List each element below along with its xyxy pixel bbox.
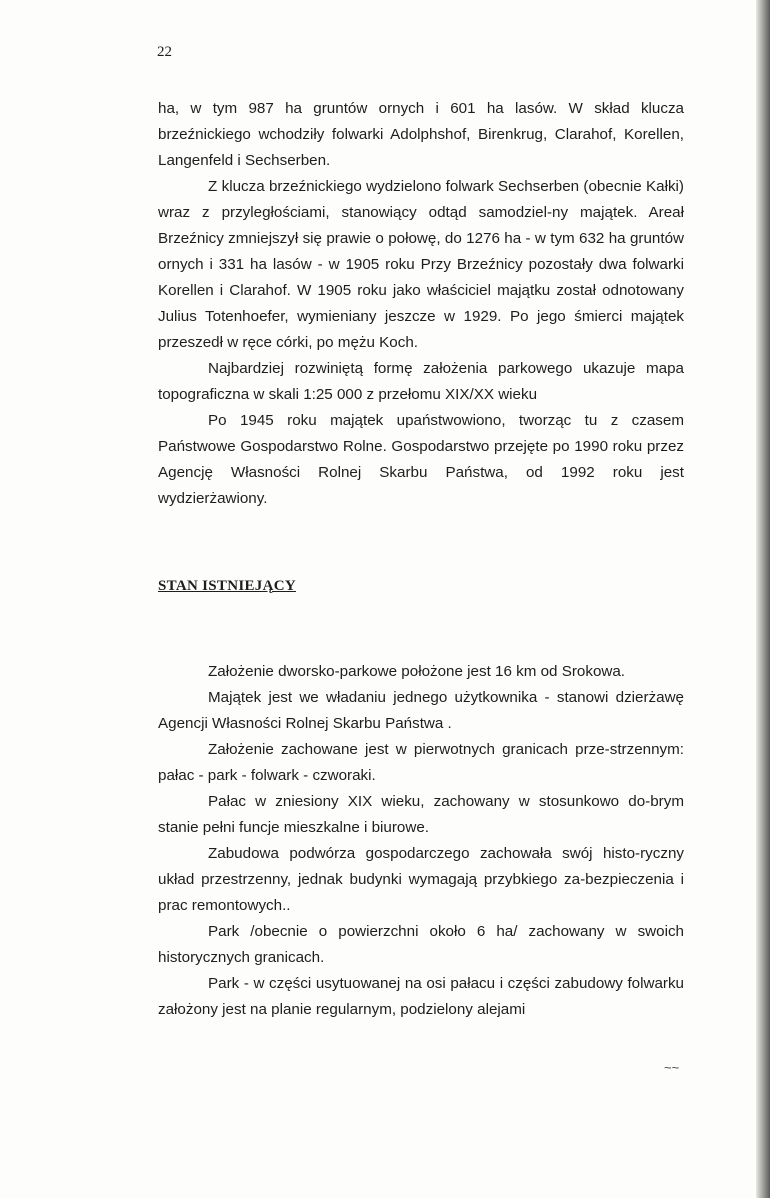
paragraph: Założenie zachowane jest w pierwotnych granicach prze-strzennym: pałac - park - folwark - czworaki. xyxy=(158,741,684,784)
paragraph: Z klucza brzeźnickiego wydzielono folwark Sechserben (obecnie Kałki) wraz z przyległościami, stanowiący odtąd samodziel-ny majątek. Areał Brzeźnicy zmniejszył się prawie o połowę, do 1276 ha - w tym 632 ha gruntów ornych i 331 ha lasów - w 1905 roku Przy Brzeźnicy pozostały dwa folwarki Korellen i Clarahof. W 1905 roku jako właściciel majątku został odnotowany Julius Totenhoefer, wymieniany jeszcze w 1929. Po jego śmierci majątek przeszedł w ręce córki, po mężu Koch. xyxy=(158,178,684,351)
paragraph: Park /obecnie o powierzchni około 6 ha/ zachowany w swoich historycznych granicach. xyxy=(158,923,684,966)
history-section xyxy=(158,96,684,512)
paragraph: Zabudowa podwórza gospodarczego zachowała swój histo-ryczny układ przestrzenny, jednak budynki wymagają przybkiego za-bezpieczenia i prac remontowych.. xyxy=(158,845,684,914)
footer-mark: ~~ xyxy=(664,1060,680,1075)
page-number: 22 xyxy=(157,44,172,60)
section-heading: STAN ISTNIEJĄCY xyxy=(158,578,297,594)
paragraph: Pałac w zniesiony XIX wieku, zachowany w stosunkowo do-brym stanie pełni funcje mieszkalne i biurowe. xyxy=(158,793,684,836)
paragraph: Park - w części usytuowanej na osi pałacu i części zabudowy folwarku założony jest na planie regularnym, podzielony alejami xyxy=(158,975,684,1018)
paragraph: ha, w tym 987 ha gruntów ornych i 601 ha lasów. W skład klucza brzeźnickiego wchodziły folwarki Adolphshof, Birenkrug, Clarahof, Korellen, Langenfeld i Sechserben. xyxy=(158,100,684,169)
paragraph: Najbardziej rozwiniętą formę założenia parkowego ukazuje mapa topograficzna w skali 1:25 000 z przełomu XIX/XX wieku xyxy=(158,360,684,403)
current-state-section xyxy=(158,659,684,1023)
paragraph: Po 1945 roku majątek upaństwowiono, tworząc tu z czasem Państwowe Gospodarstwo Rolne. Gospodarstwo przejęte po 1990 roku przez Agencję Własności Rolnej Skarbu Państwa, od 1992 roku jest wydzierżawiony. xyxy=(158,412,684,507)
paragraph: Założenie dworsko-parkowe położone jest 16 km od Srokowa. xyxy=(208,663,626,680)
page-edge-shadow xyxy=(756,0,770,1198)
paragraph: Majątek jest we władaniu jednego użytkownika - stanowi dzierżawę Agencji Własności Rolnej Skarbu Państwa . xyxy=(158,689,684,732)
